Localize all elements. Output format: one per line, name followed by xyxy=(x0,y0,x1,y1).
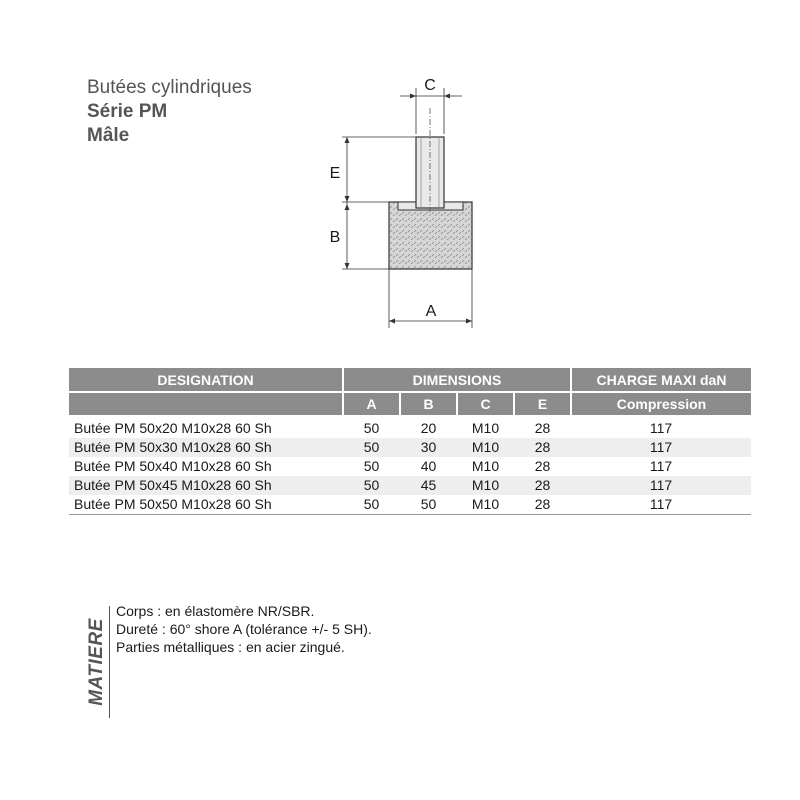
matiere-line-2: Dureté : 60° shore A (tolérance +/- 5 SH). xyxy=(116,621,372,637)
cell-c: M10 xyxy=(457,476,514,495)
dim-label-b: B xyxy=(329,229,341,246)
table-row xyxy=(69,438,751,457)
dim-label-c: C xyxy=(424,77,436,94)
cell-e: 28 xyxy=(514,457,571,476)
table-row xyxy=(69,416,751,438)
cell-b: 40 xyxy=(400,457,457,476)
title-line3: Mâle xyxy=(87,125,130,146)
matiere-divider xyxy=(109,606,110,718)
header-empty xyxy=(69,392,343,416)
cell-compression: 117 xyxy=(571,457,751,476)
table-row xyxy=(69,476,751,495)
cell-a: 50 xyxy=(343,495,400,515)
cell-e: 28 xyxy=(514,416,571,438)
cell-e: 28 xyxy=(514,476,571,495)
dim-label-e: E xyxy=(329,165,341,182)
table-row xyxy=(69,495,751,515)
cell-e: 28 xyxy=(514,438,571,457)
matiere-text xyxy=(116,602,372,656)
cell-designation: Butée PM 50x40 M10x28 60 Sh xyxy=(69,457,343,476)
spec-table xyxy=(69,368,751,515)
cell-b: 45 xyxy=(400,476,457,495)
matiere-label xyxy=(84,606,110,718)
cell-designation: Butée PM 50x45 M10x28 60 Sh xyxy=(69,476,343,495)
header-col-b: B xyxy=(400,392,457,416)
header-compression: Compression xyxy=(571,392,751,416)
cell-compression: 117 xyxy=(571,438,751,457)
cell-a: 50 xyxy=(343,438,400,457)
matiere-label-text: MATIERE xyxy=(86,618,107,706)
header-dimensions: DIMENSIONS xyxy=(343,368,571,392)
rubber-body xyxy=(389,202,472,269)
technical-drawing xyxy=(0,0,800,360)
cell-designation: Butée PM 50x50 M10x28 60 Sh xyxy=(69,495,343,515)
matiere-line-1: Corps : en élastomère NR/SBR. xyxy=(116,603,315,619)
header-charge: CHARGE MAXI daN xyxy=(571,368,751,392)
header-col-e: E xyxy=(514,392,571,416)
title-line2: Série PM xyxy=(87,101,168,122)
cell-b: 30 xyxy=(400,438,457,457)
table-row xyxy=(69,457,751,476)
cell-designation: Butée PM 50x30 M10x28 60 Sh xyxy=(69,438,343,457)
cell-c: M10 xyxy=(457,438,514,457)
cell-compression: 117 xyxy=(571,495,751,515)
cell-a: 50 xyxy=(343,476,400,495)
header-col-c: C xyxy=(457,392,514,416)
cell-c: M10 xyxy=(457,495,514,515)
matiere-line-3: Parties métalliques : en acier zingué. xyxy=(116,639,345,655)
cell-c: M10 xyxy=(457,457,514,476)
cell-designation: Butée PM 50x20 M10x28 60 Sh xyxy=(69,416,343,438)
cell-compression: 117 xyxy=(571,416,751,438)
header-designation: DESIGNATION xyxy=(69,368,343,392)
cell-a: 50 xyxy=(343,416,400,438)
cell-a: 50 xyxy=(343,457,400,476)
cell-b: 20 xyxy=(400,416,457,438)
header-col-a: A xyxy=(343,392,400,416)
cell-e: 28 xyxy=(514,495,571,515)
title-line1: Butées cylindriques xyxy=(87,77,252,98)
dim-label-a: A xyxy=(425,303,437,320)
cell-compression: 117 xyxy=(571,476,751,495)
cell-c: M10 xyxy=(457,416,514,438)
cell-b: 50 xyxy=(400,495,457,515)
